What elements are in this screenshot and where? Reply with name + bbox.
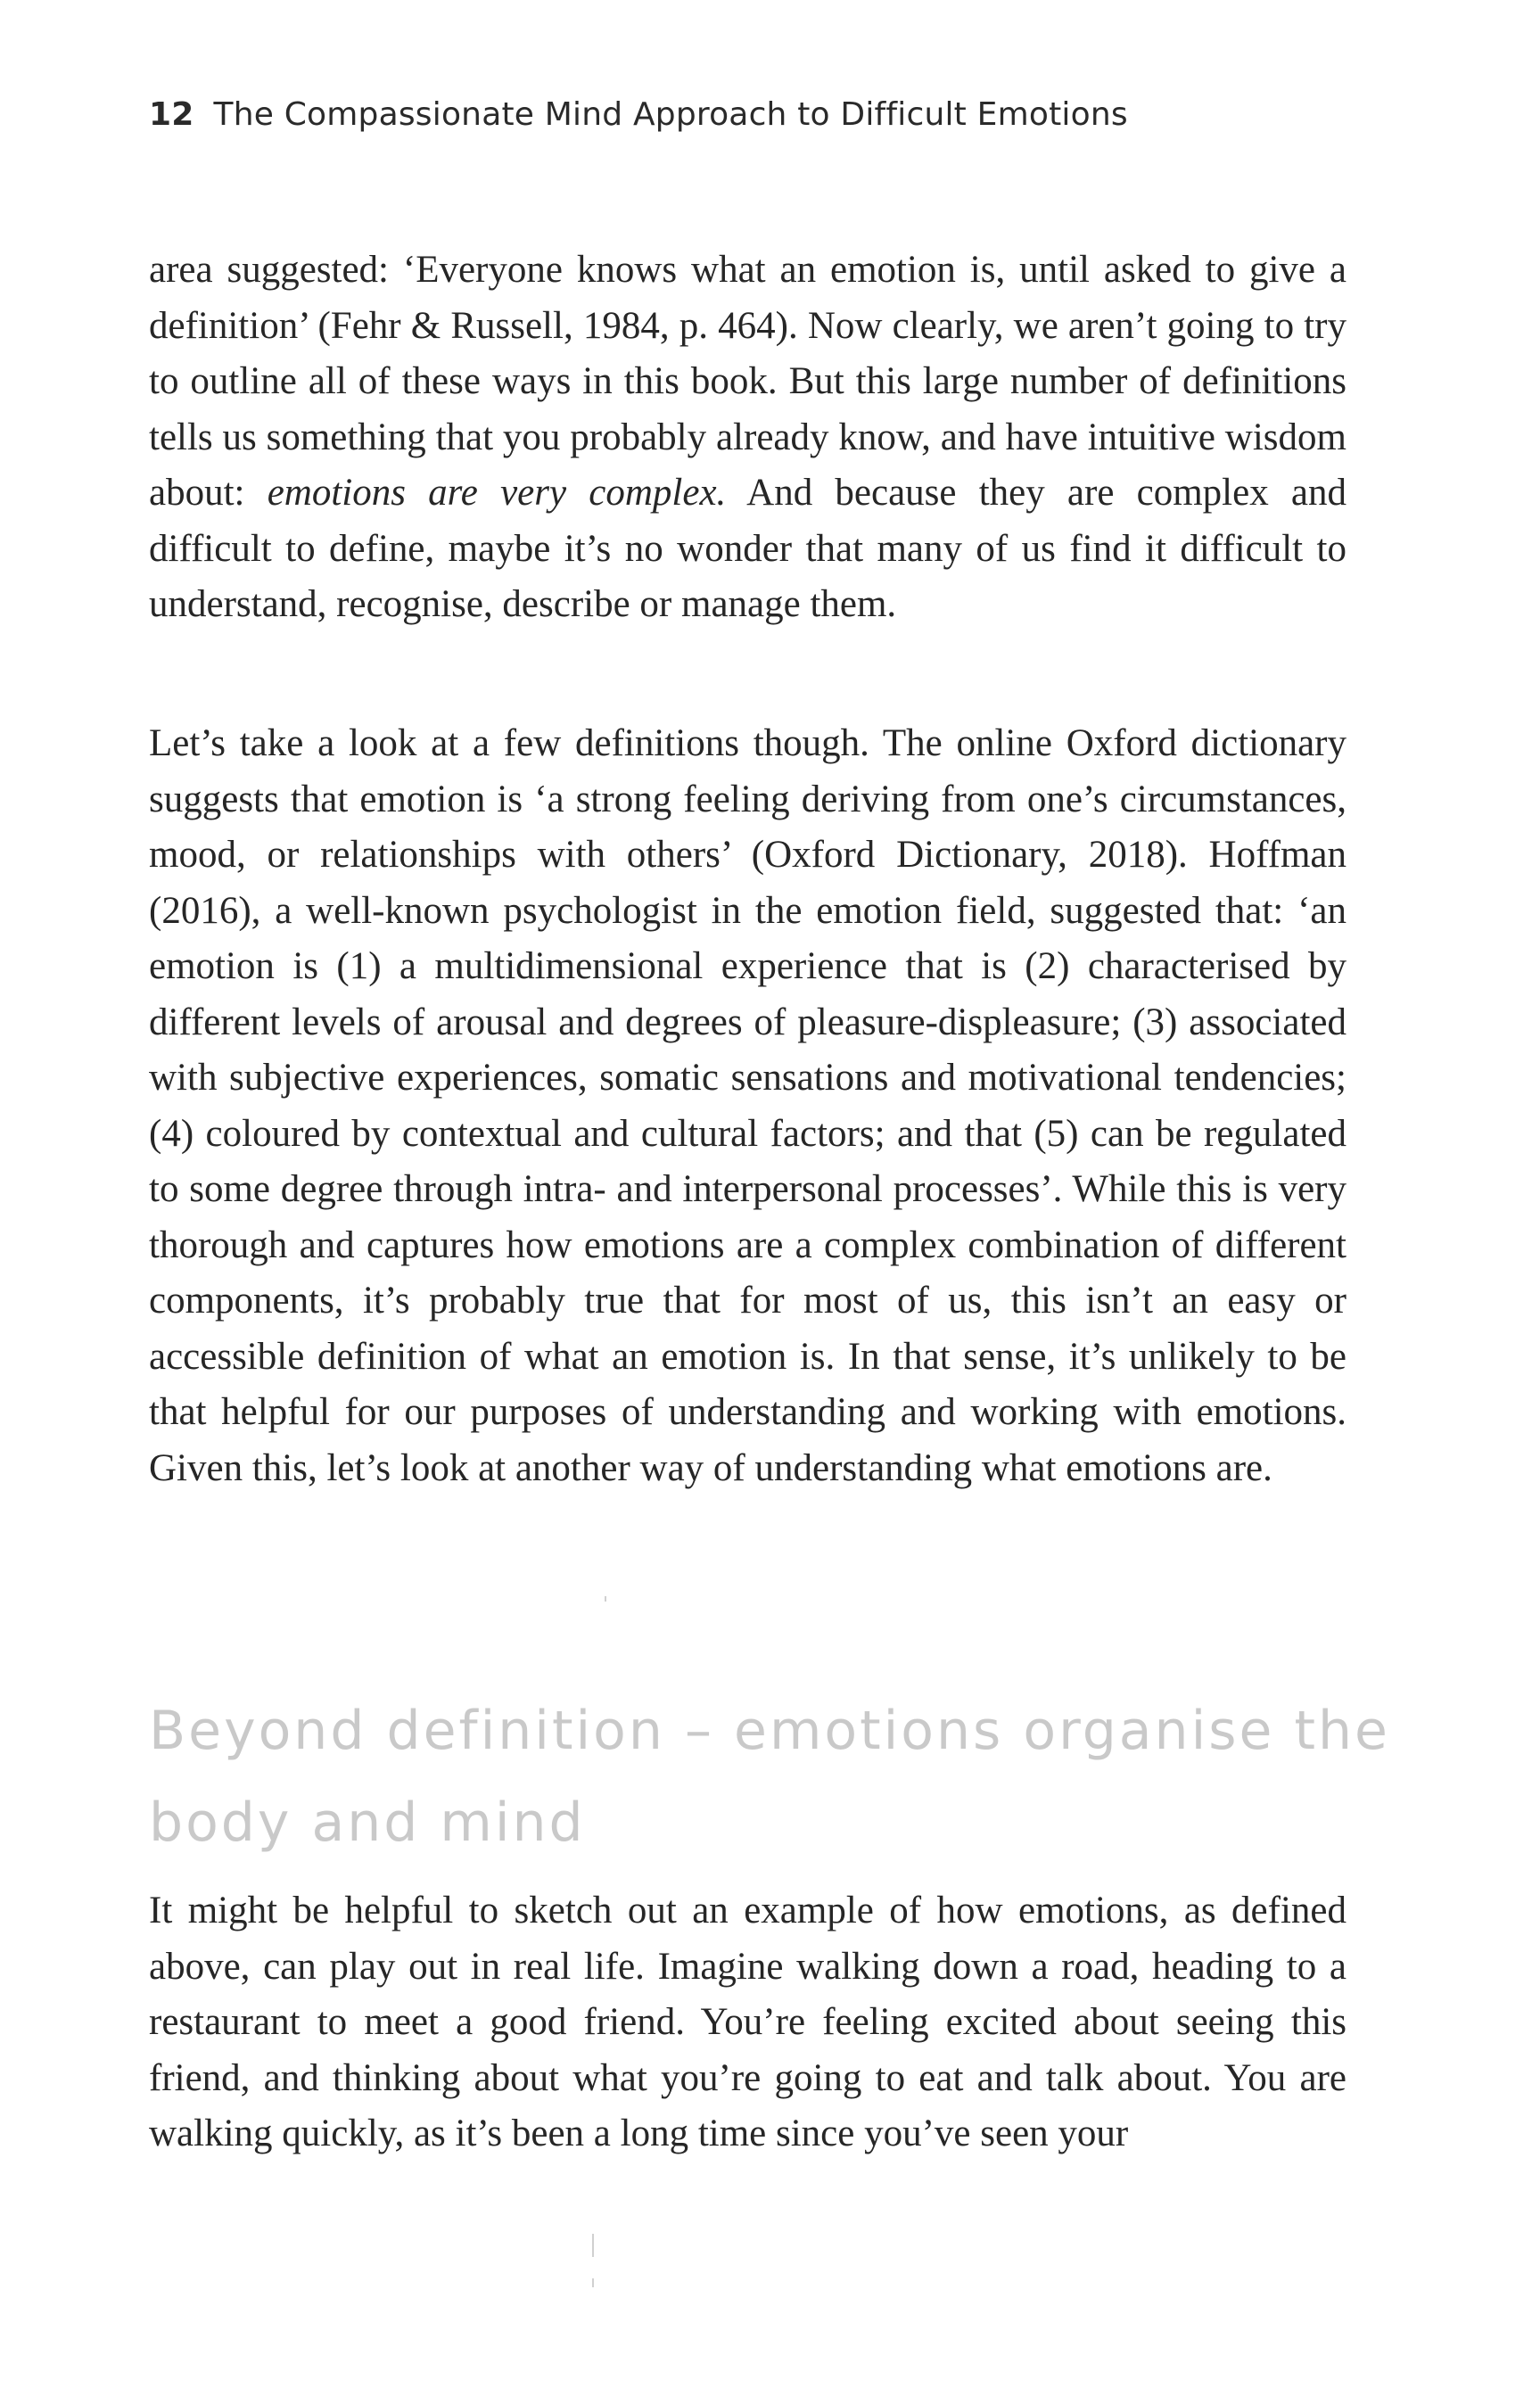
paragraph-definitions-intro bbox=[149, 243, 1346, 633]
running-head bbox=[149, 96, 1128, 133]
section-heading-line-1: Beyond definition – emotions organise the bbox=[149, 1700, 1390, 1762]
paragraph-definitions: Let’s take a look at a few definitions though. The online Oxford dictionary suggests that emotion is ‘a strong feeling deriving from one’s circumstances, mood, or relationships with others’ (Oxford Dictionary, 2018). Hoffman (2016), a well-known psychologist in the emotion field, suggested that: ‘an emotion is (1) a multidimensional experience that is (2) characterised by different levels of arousal and degrees of pleasure-displeasure; (3) associated with subjective experiences, somatic sensations and motivational tendencies; (4) coloured by contextual and cultural factors; and that (5) can be regulated to some degree through intra- and interpersonal processes’. While this is very thorough and captures how emotions are a complex combination of different components, it’s probably true that for most of us, this isn’t an easy or accessible definition of what an emotion is. In that sense, it’s unlikely to be that helpful for our purposes of understanding and working with emotions. Given this, let’s look at another way of understanding what emotions are. bbox=[149, 722, 1346, 1489]
section-heading bbox=[149, 1685, 1390, 1869]
emphasis-text: emotions are very complex. bbox=[267, 472, 727, 514]
paragraph-text: area suggested: ‘Everyone knows what an emotion is, until asked to give a definition’ (Fehr & Russell, 1984, p. 464). Now clearly, we aren’t going to try to outline all of these ways in this book. But this large number of definitions tells us something that you probably already know, and have intuitive wisdom about: bbox=[149, 249, 1346, 514]
scan-speck bbox=[605, 1596, 606, 1602]
paragraph-text: And because they are complex and difficult to define, maybe it’s no wonder that many of us find it difficult to understand, recognise, describe or manage them. bbox=[149, 472, 1346, 625]
scan-speck bbox=[592, 2278, 594, 2287]
page-number: 12 bbox=[149, 96, 194, 133]
book-title: The Compassionate Mind Approach to Difficult Emotions bbox=[213, 96, 1128, 133]
scan-speck bbox=[592, 2234, 594, 2257]
paragraph-example: It might be helpful to sketch out an example of how emotions, as defined above, can play out in real life. Imagine walking down a road, heading to a restaurant to meet a good friend. You’re feeling excited about seeing this friend, and thinking about what you’re going to eat and talk about. You are walking quickly, as it’s been a long time since you’ve seen your bbox=[149, 1890, 1346, 2154]
section-heading-line-2: body and mind bbox=[149, 1791, 586, 1854]
